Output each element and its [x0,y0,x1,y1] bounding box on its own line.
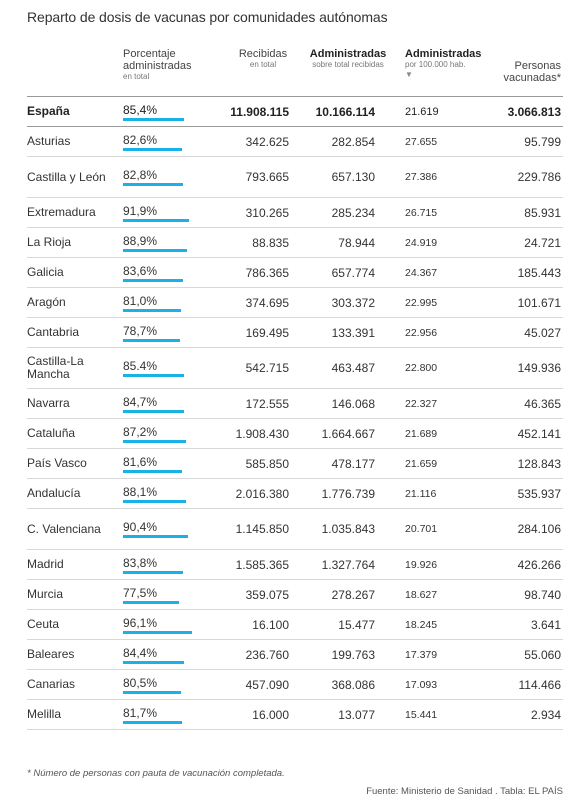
personas-value: 3.066.813 [473,97,563,127]
pct-label: 87,2% [123,424,158,439]
table-row [27,700,563,730]
pct-bar [123,535,188,538]
header-pct[interactable] [123,48,223,97]
pct-label: 88,1% [123,484,158,499]
per100k-value: 24.367 [393,258,473,288]
administradas-value: 463.487 [303,348,393,389]
pct-bar [123,309,181,312]
table-row [27,419,563,449]
table-row [27,640,563,670]
per100k-value: 24.919 [393,228,473,258]
table-row [27,389,563,419]
per100k-value: 17.093 [393,670,473,700]
chart-title: Reparto de dosis de vacunas por comunidades autónomas [27,9,388,25]
region-name: Andalucía [27,479,123,509]
pct-cell [123,228,223,258]
per100k-value: 21.116 [393,479,473,509]
per100k-value: 22.327 [393,389,473,419]
source-credit: Fuente: Ministerio de Sanidad . Tabla: EL PAÍS [366,786,563,797]
pct-label: 82,8% [123,168,158,182]
recibidas-value: 16.000 [223,700,303,730]
recibidas-value: 2.016.380 [223,479,303,509]
table-row [27,509,563,550]
recibidas-value: 457.090 [223,670,303,700]
header-recibidas-label: Recibidas [238,48,288,60]
personas-value: 85.931 [473,198,563,228]
pct-label: 81,6% [123,454,158,469]
personas-value: 185.443 [473,258,563,288]
personas-value: 229.786 [473,157,563,198]
pct-bar [123,601,179,604]
pct-bar [123,279,183,282]
recibidas-value: 172.555 [223,389,303,419]
region-name: La Rioja [27,228,123,258]
administradas-value: 1.776.739 [303,479,393,509]
header-personas-label: Personas vacunadas* [503,60,561,84]
recibidas-value: 1.145.850 [223,509,303,550]
header-recibidas[interactable] [223,48,303,97]
pct-label: 84,4% [123,645,158,660]
personas-value: 284.106 [473,509,563,550]
header-per100k-sub: por 100.000 hab. [405,60,466,69]
recibidas-value: 11.908.115 [223,97,303,127]
pct-label: 83,6% [123,263,158,278]
pct-bar [123,118,184,121]
pct-bar [123,249,187,252]
pct-bar [123,721,182,724]
per100k-value: 20.701 [393,509,473,550]
region-name: Navarra [27,389,123,419]
per100k-value: 17.379 [393,640,473,670]
administradas-value: 15.477 [303,610,393,640]
administradas-value: 1.327.764 [303,550,393,580]
pct-bar [123,470,182,473]
pct-label: 81,0% [123,293,158,308]
pct-cell [123,97,223,127]
pct-cell [123,389,223,419]
table-row [27,580,563,610]
pct-bar [123,500,186,503]
pct-bar [123,571,183,574]
table-row [27,288,563,318]
administradas-value: 1.664.667 [303,419,393,449]
recibidas-value: 169.495 [223,318,303,348]
table-row [27,550,563,580]
recibidas-value: 88.835 [223,228,303,258]
table-row [27,318,563,348]
per100k-value: 22.956 [393,318,473,348]
header-administradas-sub: sobre total recibidas [312,60,384,69]
pct-label: 90,4% [123,520,158,534]
pct-label: 77,5% [123,585,158,600]
table-row [27,670,563,700]
pct-cell [123,288,223,318]
pct-label: 83,8% [123,555,158,570]
recibidas-value: 374.695 [223,288,303,318]
header-region[interactable] [27,48,123,97]
pct-cell [123,509,223,550]
region-name: Baleares [27,640,123,670]
pct-cell [123,449,223,479]
personas-value: 128.843 [473,449,563,479]
footnote: * Número de personas con pauta de vacunación completada. [27,768,285,779]
per100k-value: 21.689 [393,419,473,449]
personas-value: 452.141 [473,419,563,449]
pct-cell [123,670,223,700]
administradas-value: 285.234 [303,198,393,228]
pct-label: 80,5% [123,675,158,690]
administradas-value: 146.068 [303,389,393,419]
recibidas-value: 16.100 [223,610,303,640]
pct-cell [123,580,223,610]
per100k-value: 19.926 [393,550,473,580]
pct-cell [123,550,223,580]
pct-cell [123,127,223,157]
personas-value: 3.641 [473,610,563,640]
pct-label: 88,9% [123,233,158,248]
administradas-value: 199.763 [303,640,393,670]
pct-cell [123,479,223,509]
per100k-value: 27.386 [393,157,473,198]
per100k-value: 21.659 [393,449,473,479]
vaccine-table [27,48,563,730]
administradas-value: 1.035.843 [303,509,393,550]
table-row-total [27,97,563,127]
pct-cell [123,157,223,198]
recibidas-value: 310.265 [223,198,303,228]
pct-cell [123,700,223,730]
region-name: Galicia [27,258,123,288]
table-row [27,258,563,288]
per100k-value: 22.800 [393,348,473,389]
table-row [27,228,563,258]
personas-value: 45.027 [473,318,563,348]
administradas-value: 13.077 [303,700,393,730]
recibidas-value: 1.908.430 [223,419,303,449]
region-name: Extremadura [27,198,123,228]
table-row [27,449,563,479]
personas-value: 114.466 [473,670,563,700]
administradas-value: 303.372 [303,288,393,318]
region-name: Castilla-La Mancha [27,348,123,389]
pct-label: 84,7% [123,394,158,409]
personas-value: 535.937 [473,479,563,509]
personas-value: 101.671 [473,288,563,318]
per100k-value: 18.245 [393,610,473,640]
pct-bar [123,339,180,342]
table-row [27,348,563,389]
pct-bar [123,374,184,377]
recibidas-value: 359.075 [223,580,303,610]
administradas-value: 368.086 [303,670,393,700]
pct-cell [123,610,223,640]
recibidas-value: 542.715 [223,348,303,389]
sort-desc-icon: ▼ [405,70,413,79]
pct-cell [123,640,223,670]
region-name: Cantabria [27,318,123,348]
region-name: Asturias [27,127,123,157]
pct-bar [123,691,181,694]
pct-cell [123,198,223,228]
region-name: Cataluña [27,419,123,449]
region-name: Aragón [27,288,123,318]
recibidas-value: 236.760 [223,640,303,670]
recibidas-value: 793.665 [223,157,303,198]
pct-cell [123,258,223,288]
header-per100k-label: Administradas [405,48,482,60]
pct-label: 85.4% [123,359,158,373]
header-row [27,48,563,97]
header-pct-label: Porcentaje administradas [123,48,192,72]
region-name: España [27,97,123,127]
region-name: Ceuta [27,610,123,640]
region-name: Madrid [27,550,123,580]
pct-label: 82,6% [123,132,158,147]
pct-cell [123,348,223,389]
personas-value: 46.365 [473,389,563,419]
header-per100k[interactable] [393,48,482,97]
personas-value: 2.934 [473,700,563,730]
pct-cell [123,318,223,348]
per100k-value: 22.995 [393,288,473,318]
pct-cell [123,419,223,449]
pct-label: 91,9% [123,203,158,218]
pct-label: 96,1% [123,615,158,630]
pct-bar [123,440,186,443]
recibidas-value: 1.585.365 [223,550,303,580]
recibidas-value: 585.850 [223,449,303,479]
region-name: Murcia [27,580,123,610]
pct-bar [123,183,183,186]
table-row [27,198,563,228]
administradas-value: 10.166.114 [303,97,393,127]
personas-value: 98.740 [473,580,563,610]
administradas-value: 478.177 [303,449,393,479]
personas-value: 24.721 [473,228,563,258]
administradas-value: 657.130 [303,157,393,198]
header-administradas[interactable] [303,48,393,97]
table-row [27,610,563,640]
table-row [27,127,563,157]
pct-label: 85,4% [123,102,158,117]
administradas-value: 278.267 [303,580,393,610]
per100k-value: 15.441 [393,700,473,730]
region-name: Canarias [27,670,123,700]
pct-bar [123,148,182,151]
per100k-value: 27.655 [393,127,473,157]
table-row [27,157,563,198]
table-row [27,479,563,509]
administradas-value: 282.854 [303,127,393,157]
pct-bar [123,661,184,664]
administradas-value: 657.774 [303,258,393,288]
pct-bar [123,410,184,413]
administradas-value: 78.944 [303,228,393,258]
region-name: Melilla [27,700,123,730]
per100k-value: 18.627 [393,580,473,610]
header-personas[interactable] [473,48,563,97]
region-name: C. Valenciana [27,509,123,550]
header-administradas-label: Administradas [309,48,387,60]
pct-label: 78,7% [123,323,158,338]
pct-bar [123,631,192,634]
table-body [27,97,563,730]
administradas-value: 133.391 [303,318,393,348]
region-name: País Vasco [27,449,123,479]
personas-value: 95.799 [473,127,563,157]
pct-label: 81,7% [123,705,158,720]
per100k-value: 26.715 [393,198,473,228]
pct-bar [123,219,189,222]
region-name: Castilla y León [27,157,123,198]
per100k-value: 21.619 [393,97,473,127]
recibidas-value: 342.625 [223,127,303,157]
recibidas-value: 786.365 [223,258,303,288]
personas-value: 426.266 [473,550,563,580]
personas-value: 55.060 [473,640,563,670]
personas-value: 149.936 [473,348,563,389]
header-pct-sub: en total [123,72,150,81]
header-recibidas-sub: en total [249,60,277,69]
